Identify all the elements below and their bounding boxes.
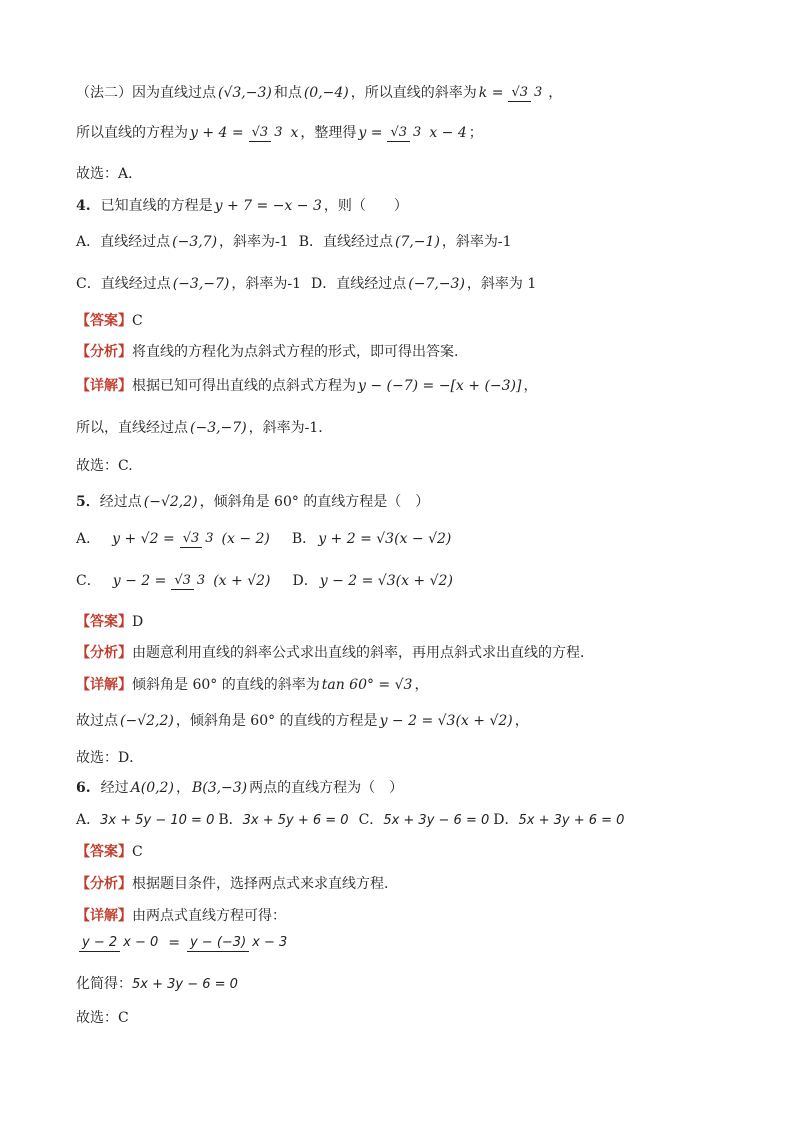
detail-tag: 【详解】: [76, 378, 132, 394]
text: 故过点: [76, 713, 118, 729]
denominator: x − 3: [252, 935, 288, 950]
option-b: B．直线经过点: [298, 234, 393, 250]
question-number: 4.: [76, 198, 91, 214]
detail-text: 倾斜角是 60° 的直线的斜率为: [132, 677, 320, 693]
text: ；: [468, 124, 483, 141]
equation: y + 7 = −x − 3: [214, 198, 322, 214]
equation: y + √2 =: [112, 530, 175, 547]
text: ，: [523, 378, 538, 394]
question-number: 6.: [76, 780, 91, 796]
answer-tag: 【答案】: [76, 313, 132, 329]
option-d: D．: [493, 812, 519, 828]
text: ，斜率为-1: [441, 234, 512, 250]
equation: 5x + 3y + 6 = 0: [518, 812, 625, 828]
point-expr: A(0,2): [130, 780, 174, 796]
question-4: [76, 198, 408, 215]
text: ，斜率为-1: [219, 234, 289, 250]
option-a: A．: [76, 530, 101, 547]
point-expr: (7,−1): [394, 234, 440, 250]
text: 经过: [100, 780, 129, 796]
equation: 3x + 5y + 6 = 0: [242, 812, 349, 828]
text: 已知直线的方程是: [100, 198, 213, 214]
equation: x − 4: [429, 124, 467, 141]
numerator: √3: [249, 126, 272, 142]
solution-method2-line2: [76, 124, 483, 142]
option-b: B．: [218, 812, 243, 828]
question-5: [76, 494, 429, 511]
text: ，: [548, 84, 563, 101]
option-c: C．: [76, 572, 101, 589]
equation: 5x + 3y − 6 = 0: [132, 976, 238, 992]
text: ，整理得: [300, 124, 357, 141]
text: 两点的直线方程为（ ）: [249, 780, 404, 796]
detail-tag: 【详解】: [76, 908, 132, 924]
option-d: D．: [292, 572, 318, 589]
equation: 5x + 3y − 6 = 0: [383, 812, 490, 828]
point-expr: (−3,−7): [190, 420, 247, 436]
option-a: A．: [76, 812, 101, 828]
option-b: B．: [291, 530, 317, 547]
equation: y − (−7) = −[x + (−3)]: [358, 378, 522, 394]
text: ，: [175, 780, 190, 796]
equation: y − 2 = √3(x + √2): [319, 572, 453, 589]
denominator: 3: [274, 125, 283, 140]
analysis-tag: 【分析】: [76, 645, 132, 661]
answer-select-line: [76, 166, 142, 183]
point-expr: (√3,−3): [218, 84, 272, 101]
denominator: x − 0: [123, 935, 159, 950]
question-5-answer: [76, 614, 143, 631]
question-6-options: [76, 812, 624, 829]
answer-value: C: [132, 313, 143, 329]
question-6-select: [76, 1010, 129, 1027]
equation: y + 4 =: [190, 124, 244, 141]
text: ，斜率为-1.: [248, 420, 323, 436]
denominator: 3: [534, 85, 543, 100]
text: 所以，直线经过点: [76, 420, 188, 436]
slope-fraction: [508, 84, 545, 102]
text: ，所以直线的斜率为: [350, 84, 477, 101]
equation: 3x + 5y − 10 = 0: [100, 812, 215, 828]
question-6-answer: [76, 844, 143, 861]
analysis-tag: 【分析】: [76, 344, 132, 360]
text: ，则（ ）: [323, 198, 408, 214]
text: 所以直线的方程为: [76, 124, 188, 141]
point-expr: B(3,−3): [191, 780, 248, 796]
denominator: 3: [196, 573, 206, 588]
question-5-options-cd: [76, 572, 455, 590]
analysis-text: 将直线的方程化为点斜式方程的形式，即可得出答案.: [132, 344, 459, 360]
option-d: D．直线经过点: [311, 276, 407, 292]
fraction-right: [187, 934, 290, 952]
equation: y − 2 = √3(x + √2): [379, 713, 513, 729]
text: （法二）因为直线过点: [76, 84, 216, 101]
equation: y =: [358, 124, 383, 141]
point-expr: (−7,−3): [408, 276, 465, 292]
detail-text: 根据已知可得出直线的点斜式方程为: [132, 378, 356, 394]
question-6-analysis: [76, 876, 388, 893]
fraction: [249, 124, 286, 142]
equation: y + 2 = √3(x − √2): [318, 530, 452, 547]
denominator: 3: [413, 125, 422, 140]
equation: tan 60° = √3: [321, 677, 413, 693]
point-expr: (0,−4): [303, 84, 349, 101]
detail-text: 由两点式直线方程可得：: [132, 908, 286, 924]
option-c: C．: [358, 812, 384, 828]
numerator: y − 2: [79, 936, 120, 952]
answer-tag: 【答案】: [76, 614, 132, 630]
question-5-options-ab: [76, 530, 453, 548]
point-expr: (−√2,2): [143, 494, 198, 510]
question-4-detail-2: [76, 420, 323, 437]
analysis-tag: 【分析】: [76, 876, 132, 892]
fraction-left: [79, 934, 161, 952]
point-expr: (−3,−7): [172, 276, 230, 292]
question-5-detail: [76, 677, 428, 694]
text: 经过点: [99, 494, 142, 510]
analysis-text: 根据题目条件，选择两点式来求直线方程.: [132, 876, 389, 892]
question-number: 5．: [76, 494, 100, 510]
text: 化简得：: [76, 976, 132, 992]
text: 故选：C: [76, 1010, 129, 1026]
text: ，倾斜角是 60° 的直线的方程是: [175, 713, 378, 729]
text: ，: [414, 677, 429, 693]
text: ，斜率为 1: [466, 276, 537, 292]
point-expr: (−√2,2): [120, 713, 174, 729]
question-4-select: [76, 458, 133, 475]
question-4-options-cd: [76, 276, 536, 293]
solution-method2-line1: [76, 84, 562, 102]
question-4-analysis: [76, 344, 458, 361]
fraction: [171, 572, 208, 590]
numerator: y − (−3): [187, 936, 249, 952]
text: 和点: [273, 84, 302, 101]
option-a: A．直线经过点: [76, 234, 171, 250]
text: ，斜率为-1: [231, 276, 302, 292]
equals-sign: =: [168, 934, 180, 951]
option-c: C．直线经过点: [76, 276, 171, 292]
equation: (x − 2): [221, 530, 270, 547]
question-5-analysis: [76, 645, 594, 662]
answer-tag: 【答案】: [76, 844, 132, 860]
fraction: [180, 530, 217, 548]
question-6-detail: [76, 908, 286, 925]
text: ，: [514, 713, 529, 729]
analysis-text: 由题意利用直线的斜率公式求出直线的斜率，再用点斜式求出直线的方程．: [132, 645, 594, 661]
slope-expr: k =: [478, 84, 504, 101]
variable: x: [290, 124, 299, 141]
question-5-select: [76, 750, 143, 767]
fraction: [387, 124, 424, 142]
equation: (x + √2): [213, 572, 271, 589]
denominator: 3: [205, 531, 214, 546]
question-6: [76, 780, 403, 797]
numerator: √3: [508, 86, 531, 102]
numerator: √3: [180, 532, 203, 548]
text: 故选：A．: [76, 166, 143, 182]
text: ，倾斜角是 60° 的直线方程是（ ）: [199, 494, 430, 510]
question-5-detail-2: [76, 713, 529, 730]
answer-value: D: [132, 614, 144, 630]
point-expr: (−3,7): [172, 234, 218, 250]
text: 故选：C.: [76, 458, 133, 474]
question-4-answer: [76, 313, 143, 330]
answer-value: C: [132, 844, 143, 860]
detail-tag: 【详解】: [76, 677, 132, 693]
equation: y − 2 =: [112, 572, 167, 589]
question-4-detail: [76, 378, 537, 395]
question-4-options-ab: [76, 234, 512, 251]
numerator: √3: [387, 126, 410, 142]
question-6-simplify: [76, 976, 238, 993]
question-6-two-point-form: [76, 934, 293, 952]
numerator: √3: [171, 574, 194, 590]
text: 故选：D．: [76, 750, 144, 766]
